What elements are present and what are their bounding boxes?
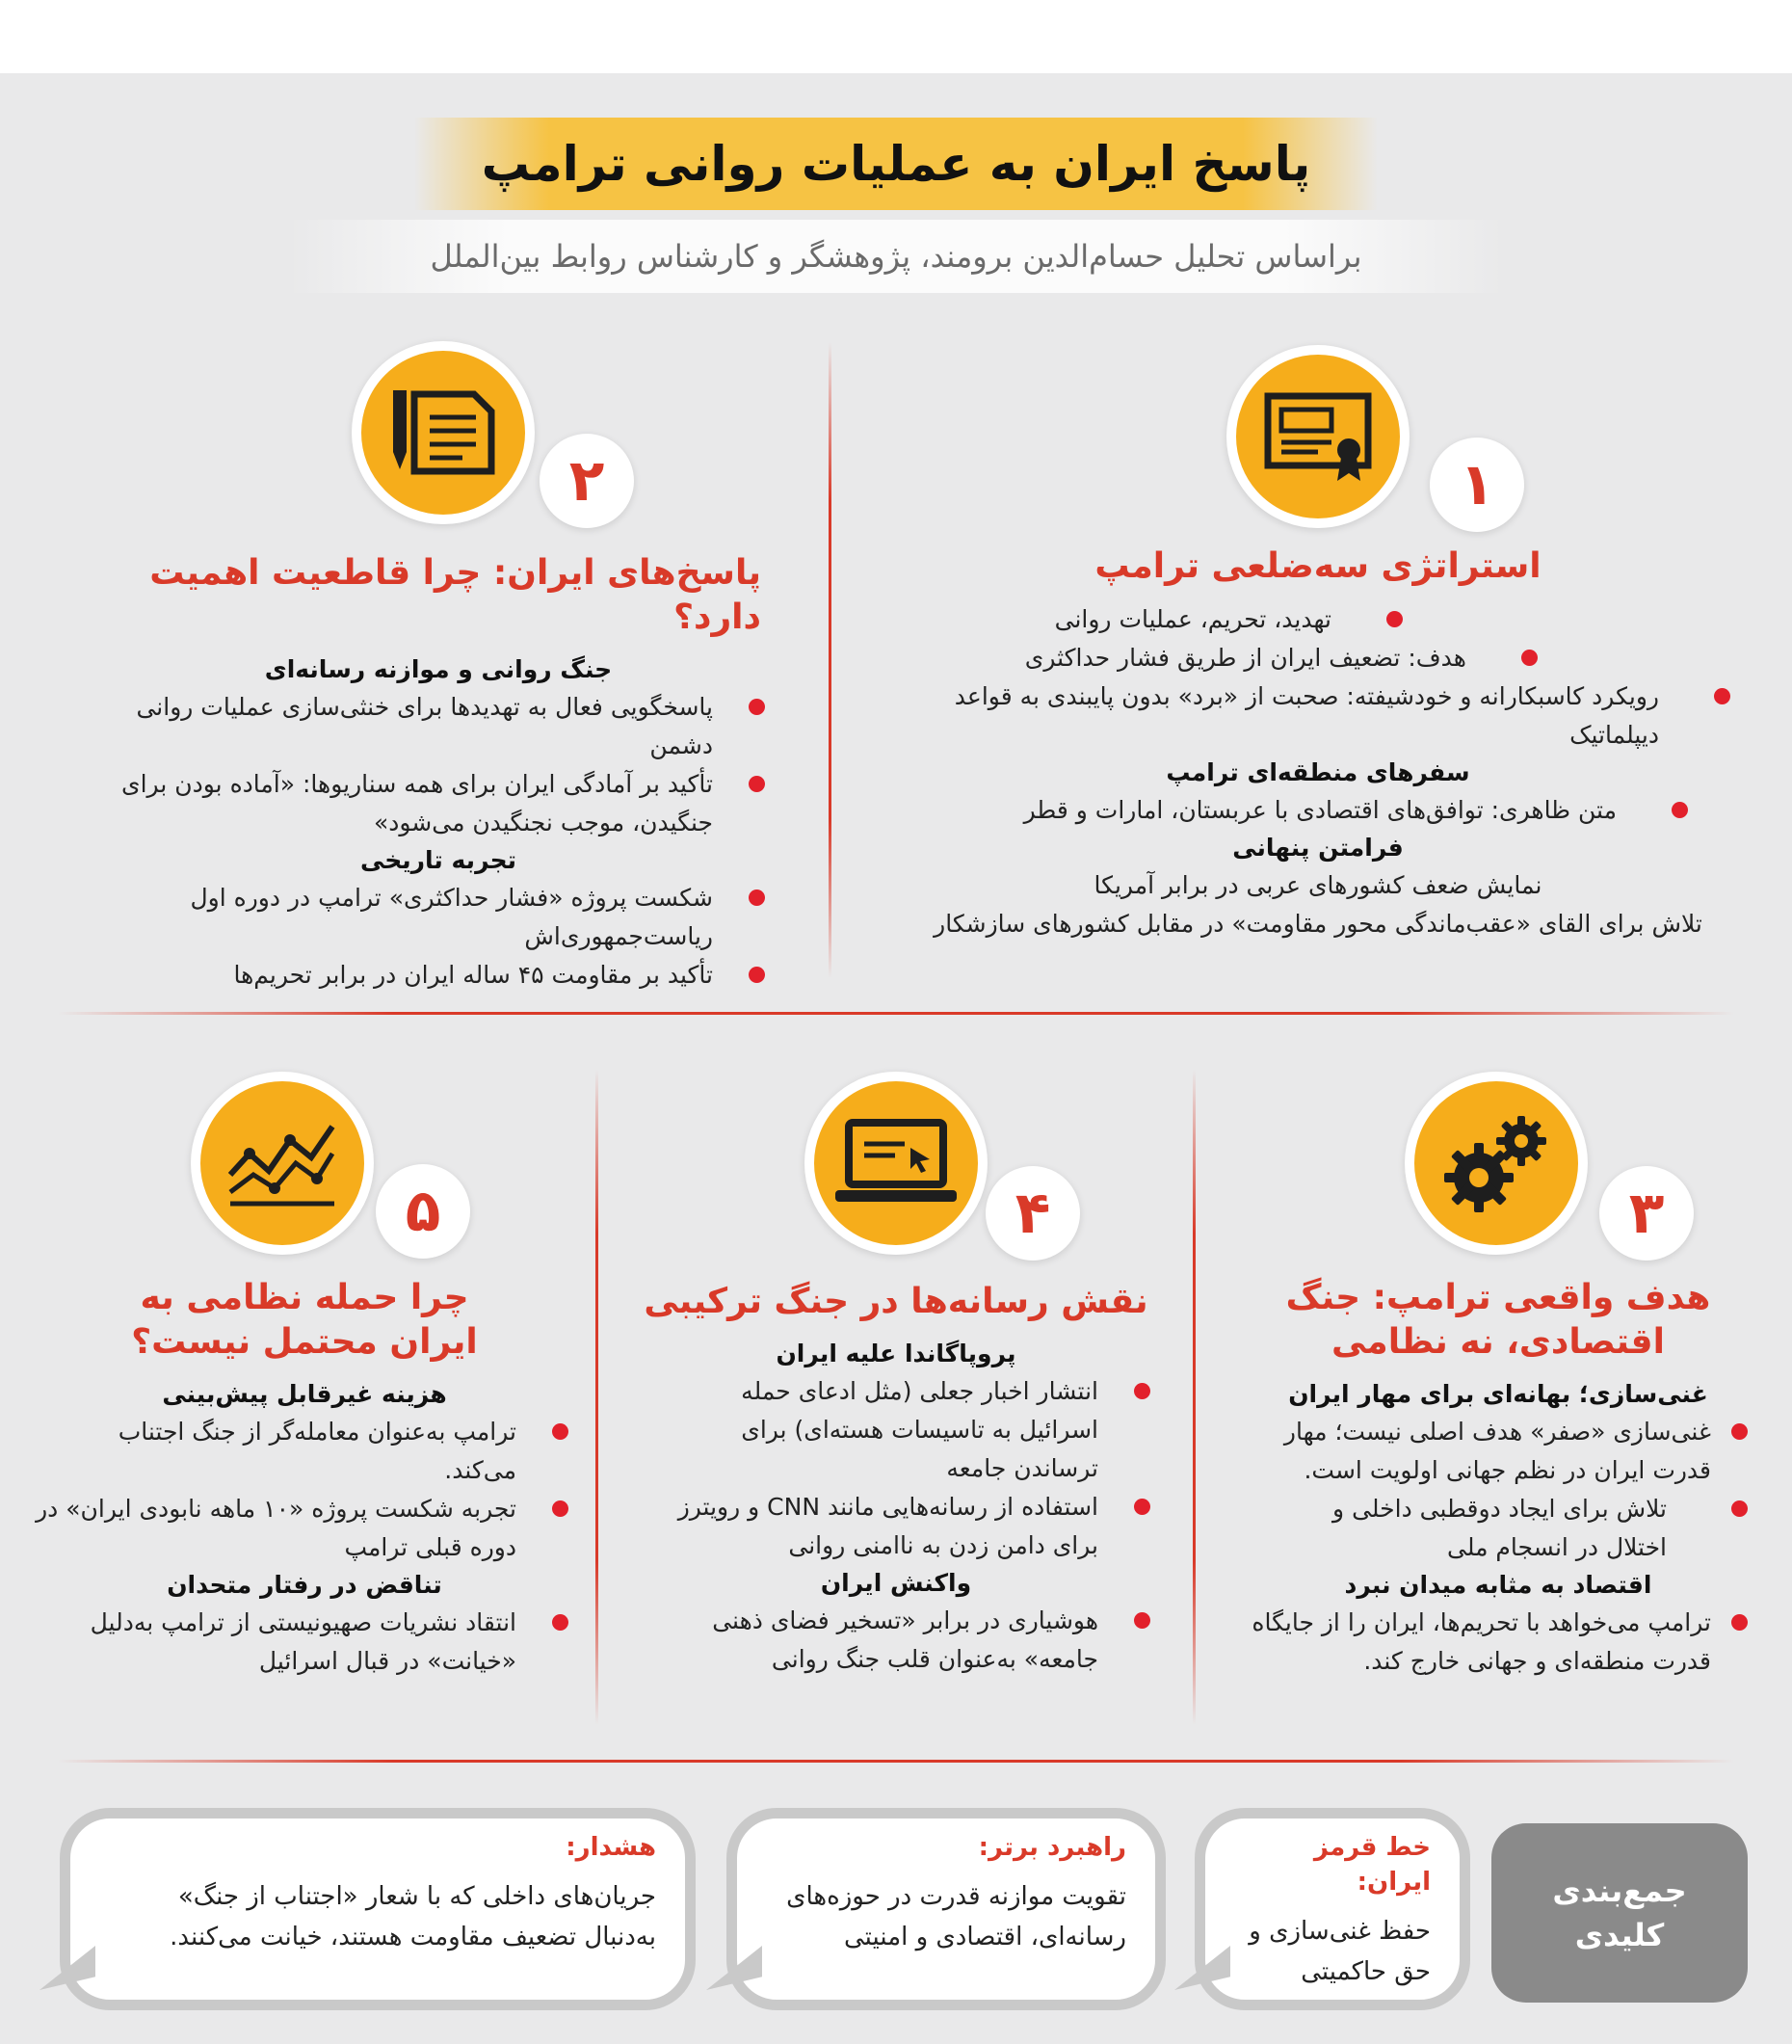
section-1 [884, 544, 1752, 943]
section2-icon-circle [352, 341, 535, 524]
divider-lower-horizontal [58, 1760, 1734, 1763]
section2-number: ۲ [540, 434, 634, 528]
section5-subheading-allies: تناقض در رفتار متحدان [167, 1571, 442, 1599]
section-4 [636, 1280, 1156, 1679]
document-pen-icon [385, 385, 501, 481]
gears-icon [1438, 1110, 1554, 1216]
list-item: غنی‌سازی «صفر» هدف اصلی نیست؛ مهار قدرت ایران در نظم جهانی اولویت است. [1243, 1413, 1753, 1490]
section4-subheading-reaction: واکنش ایران [820, 1569, 972, 1597]
certificate-icon [1260, 388, 1376, 485]
section5-bullets-b [35, 1604, 574, 1681]
section4-number: ۴ [986, 1166, 1080, 1261]
list-item: هوشیاری در برابر «تسخیر فضای ذهنی جامعه» به‌عنوان قلب جنگ روانی [636, 1602, 1156, 1679]
subtitle-banner [289, 220, 1503, 293]
section-5 [35, 1276, 574, 1681]
section1-title: استراتژی سه‌ضلعی ترامپ [1094, 546, 1542, 586]
section1-bullets-b [884, 791, 1752, 830]
section3-title: هدف واقعی ترامپ: جنگ اقتصادی، نه نظامی [1285, 1278, 1711, 1362]
list-item: متن ظاهری: توافق‌های اقتصادی با عربستان، امارات و قطر [884, 791, 1694, 830]
top-margin [0, 0, 1792, 73]
summary-strategy-title: راهبرد برتر: [978, 1833, 1126, 1862]
summary-strategy-bubble [726, 1808, 1166, 2010]
section5-number: ۵ [376, 1164, 470, 1259]
title-banner [414, 118, 1378, 210]
list-item: استفاده از رسانه‌هایی مانند CNN و رویترز برای دامن زدن به ناامنی روانی [636, 1488, 1156, 1565]
section4-bullets-b [636, 1602, 1156, 1679]
section2-title: پاسخ‌های ایران: چرا قاطعیت اهمیت دارد؟ [149, 553, 761, 637]
section5-icon-circle [191, 1072, 374, 1255]
page-subtitle: براساس تحلیل حسام‌الدین برومند، پژوهشگر و کارشناس روابط بین‌الملل [430, 238, 1362, 275]
summary-warning-bubble [60, 1808, 696, 2010]
section2-subheading-history: تجربه تاریخی [359, 846, 517, 874]
list-item: رویکرد کاسبکارانه و خودشیفته: صحبت از «برد» بدون پایبندی به قواعد دیپلماتیک [875, 677, 1736, 755]
list-item: تأکید بر مقاومت ۴۵ ساله ایران در برابر تحریم‌ها [106, 956, 771, 995]
section-2 [106, 551, 771, 995]
list-item: تهدید، تحریم، عملیات روانی [884, 600, 1409, 639]
section2-bullets-a [106, 688, 771, 842]
section1-icon-circle [1226, 345, 1410, 528]
section5-title: چرا حمله نظامی به ایران محتمل نیست؟ [131, 1278, 478, 1362]
section5-subheading-cost: هزینه غیرقابل پیش‌بینی [162, 1380, 447, 1408]
section1-text-1: نمایش ضعف کشورهای عربی در برابر آمریکا [1094, 871, 1542, 899]
section2-subheading-war: جنگ روانی و موازنه رسانه‌ای [264, 655, 613, 683]
section3-icon-circle [1405, 1072, 1588, 1255]
divider-bottom-left [595, 1070, 598, 1725]
section4-title: نقش رسانه‌ها در جنگ ترکیبی [644, 1282, 1148, 1321]
summary-red-line-title: خط قرمز ایران: [1313, 1833, 1431, 1897]
summary-warning-text: جریان‌های داخلی که با شعار «اجتناب از جنگ» به‌دنبال تضعیف مقاومت هستند، خیانت می‌کنند. [170, 1882, 656, 1951]
list-item: تأکید بر آمادگی ایران برای همه سناریوها: «آماده بودن برای جنگیدن، موجب نجنگیدن می‌شود» [106, 765, 771, 842]
trend-chart-icon [224, 1115, 340, 1211]
section4-icon-circle [804, 1072, 988, 1255]
section5-bullets-a [35, 1413, 574, 1567]
section1-text-2: تلاش برای القای «عقب‌ماندگی محور مقاومت» در مقابل کشورهای سازشکار [934, 910, 1702, 938]
laptop-icon [833, 1115, 959, 1211]
section3-bullets-a [1243, 1413, 1753, 1567]
summary-warning-title: هشدار: [566, 1833, 656, 1862]
section3-bullets-b [1243, 1604, 1753, 1681]
section-3 [1243, 1276, 1753, 1681]
divider-middle-horizontal [58, 1012, 1734, 1015]
section3-subheading-enrichment: غنی‌سازی؛ بهانه‌ای برای مهار ایران [1288, 1380, 1708, 1408]
section3-number: ۳ [1599, 1166, 1694, 1261]
section1-subheading-trips: سفرهای منطقه‌ای ترامپ [1166, 758, 1470, 786]
section4-subheading-propaganda: پروپاگاندا علیه ایران [776, 1340, 1016, 1367]
list-item: شکست پروژه «فشار حداکثری» ترامپ در دوره اول ریاست‌جمهوری‌اش [164, 879, 771, 956]
page-title: پاسخ ایران به عملیات روانی ترامپ [481, 136, 1311, 192]
divider-top-vertical [829, 342, 831, 978]
summary-label-box [1491, 1823, 1748, 2003]
list-item: تلاش برای ایجاد دوقطبی داخلی و اختلال در انسجام ملی [1301, 1490, 1753, 1567]
summary-red-line-bubble [1195, 1808, 1470, 2010]
section2-bullets-b [106, 879, 771, 995]
summary-strategy-text: تقویت موازنه قدرت در حوزه‌های رسانه‌ای، اقتصادی و امنیتی [786, 1882, 1126, 1951]
list-item: ترامپ به‌عنوان معامله‌گر از جنگ اجتناب می‌کند. [112, 1413, 574, 1490]
list-item: ترامپ می‌خواهد با تحریم‌ها، ایران را از جایگاه قدرت منطقه‌ای و جهانی خارج کند. [1243, 1604, 1753, 1681]
section1-bullets-a [884, 600, 1752, 755]
summary-red-line-text: حفظ غنی‌سازی و حق حاکمیتی [1249, 1917, 1431, 1986]
list-item: انتقاد نشریات صهیونیستی از ترامپ به‌دلیل «خیانت» در قبال اسرائیل [35, 1604, 574, 1681]
list-item: انتشار اخبار جعلی (مثل ادعای حمله اسرائیل به تاسیسات هسته‌ای) برای ترساندن جامعه [636, 1372, 1156, 1488]
divider-bottom-right [1193, 1070, 1196, 1725]
section4-bullets-a [636, 1372, 1156, 1565]
infographic-panel [0, 73, 1792, 2044]
section1-subheading-hidden: فرامتن پنهانی [1232, 834, 1404, 862]
list-item: تجربه شکست پروژه «۱۰ ماهه نابودی ایران» در دوره قبلی ترامپ [35, 1490, 574, 1567]
summary-label: جمع‌بندی کلیدی [1552, 1872, 1687, 1953]
section1-number: ۱ [1430, 438, 1524, 532]
list-item: پاسخگویی فعال به تهدیدها برای خنثی‌سازی عملیات روانی دشمن [106, 688, 771, 765]
section3-subheading-economy: اقتصاد به مثابه میدان نبرد [1344, 1571, 1652, 1599]
list-item: هدف: تضعیف ایران از طریق فشار حداکثری [884, 639, 1543, 677]
